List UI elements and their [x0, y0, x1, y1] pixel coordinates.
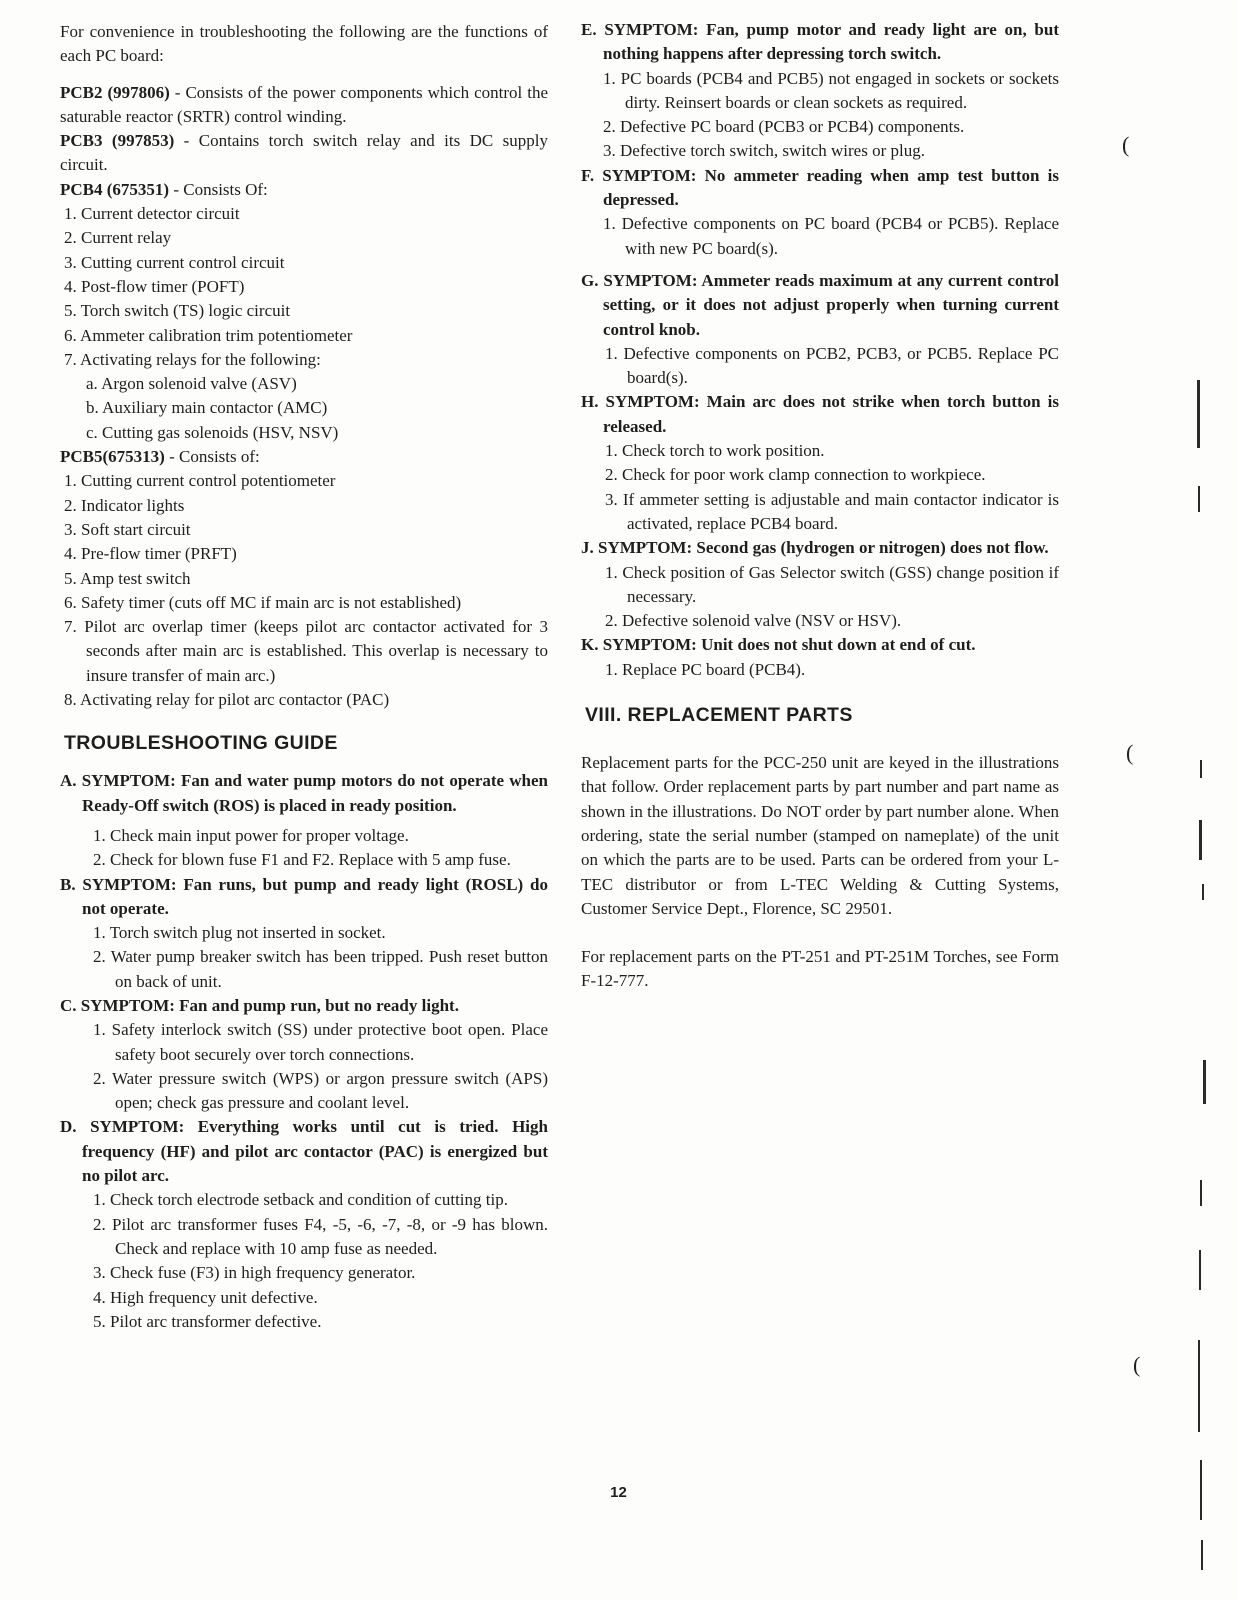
symptom-block [581, 18, 1059, 164]
symptom-block [581, 633, 1059, 682]
pcb3-text: - Contains torch switch relay and its DC supply circuit. [60, 131, 548, 175]
symptom-step: 3. Check fuse (F3) in high frequency generator. [93, 1263, 416, 1283]
margin-mark [1198, 1340, 1200, 1432]
symptom-step: 1. Check torch electrode setback and condition of cutting tip. [93, 1190, 508, 1210]
symptom-step: 1. Check main input power for proper voltage. [93, 825, 409, 845]
pcb5-heading [60, 445, 548, 469]
margin-mark [1198, 486, 1200, 512]
left-column [60, 20, 548, 1334]
list-item: 1. Current detector circuit [64, 204, 240, 224]
symptom-title: G. SYMPTOM: Ammeter reads maximum at any current control setting, or it does not adjust properly when turning current control knob. [581, 270, 1059, 339]
symptom-title: H. SYMPTOM: Main arc does not strike when torch button is released. [581, 392, 1059, 436]
list-item: 8. Activating relay for pilot arc contactor (PAC) [64, 690, 390, 710]
symptom-title: B. SYMPTOM: Fan runs, but pump and ready light (ROSL) do not operate. [60, 874, 548, 918]
symptom-title: C. SYMPTOM: Fan and pump run, but no ready light. [60, 995, 459, 1015]
list-item: 3. Cutting current control circuit [64, 252, 285, 272]
list-item: 7. Pilot arc overlap timer (keeps pilot arc contactor activated for 3 seconds after main arc is established. This overlap is necessary to insure transfer of main arc.) [64, 617, 548, 685]
replacement-parts-heading: VIII. REPLACEMENT PARTS [585, 704, 853, 727]
symptom-step: 1. Check torch to work position. [605, 441, 825, 461]
symptom-step: 2. Defective PC board (PCB3 or PCB4) components. [603, 117, 965, 137]
pcb4-list [60, 202, 548, 445]
pcb4-heading [60, 178, 548, 202]
margin-mark: ( [1122, 132, 1130, 157]
symptom-step: 2. Pilot arc transformer fuses F4, -5, -6, -7, -8, or -9 has blown. Check and replace with 10 amp fuse as needed. [93, 1214, 548, 1258]
symptom-step: 3. If ammeter setting is adjustable and main contactor indicator is activated, replace PCB4 board. [605, 489, 1059, 533]
pcb2-label: PCB2 (997806) [60, 82, 170, 102]
symptom-block [60, 769, 548, 872]
list-subitem: a. Argon solenoid valve (ASV) [86, 374, 297, 394]
symptom-step: 2. Defective solenoid valve (NSV or HSV). [605, 611, 902, 631]
pcb5-text: - Consists of: [164, 447, 260, 467]
margin-mark [1199, 1250, 1201, 1290]
symptom-block [581, 390, 1059, 536]
symptom-block [581, 536, 1059, 633]
list-item: 3. Soft start circuit [64, 519, 191, 539]
list-subitem: c. Cutting gas solenoids (HSV, NSV) [86, 422, 339, 442]
list-item: 4. Post-flow timer (POFT) [64, 276, 245, 296]
symptom-step: 1. Safety interlock switch (SS) under protective boot open. Place safety boot securely over torch connections. [93, 1020, 548, 1064]
symptom-title: A. SYMPTOM: Fan and water pump motors do not operate when Ready-Off switch (ROS) is placed in ready position. [60, 771, 548, 815]
pcb3-description [60, 129, 548, 178]
symptom-block [60, 994, 548, 1115]
symptom-step: 4. High frequency unit defective. [93, 1287, 318, 1307]
list-item: 2. Indicator lights [64, 495, 185, 515]
symptom-step: 1. Defective components on PC board (PCB4 or PCB5). Replace with new PC board(s). [603, 214, 1059, 258]
margin-mark [1199, 820, 1202, 860]
pcb3-label: PCB3 (997853) [60, 131, 175, 151]
margin-mark [1203, 1060, 1206, 1104]
list-item: 1. Cutting current control potentiometer [64, 471, 336, 491]
pcb2-text: - Consists of the power components which control the saturable reactor (SRTR) control winding. [60, 82, 548, 126]
margin-mark [1201, 1540, 1203, 1570]
intro-text: For convenience in troubleshooting the following are the functions of each PC board: [60, 22, 548, 66]
symptom-step: 2. Check for blown fuse F1 and F2. Replace with 5 amp fuse. [93, 850, 511, 870]
symptom-step: 1. Check position of Gas Selector switch (GSS) change position if necessary. [605, 562, 1059, 606]
list-item: 5. Amp test switch [64, 568, 191, 588]
torch-parts-paragraph: For replacement parts on the PT-251 and PT-251M Torches, see Form F-12-777. [581, 947, 1059, 991]
margin-mark: ( [1133, 1352, 1141, 1377]
margin-mark: ( [1126, 740, 1134, 765]
symptom-step: 2. Check for poor work clamp connection to workpiece. [605, 465, 986, 485]
replacement-paragraph: Replacement parts for the PCC-250 unit are keyed in the illustrations that follow. Order replacement parts by part number and part name as shown in the illustrations. Do NOT order by part number alone. When ordering, state the serial number (stamped on nameplate) of the unit on which the parts are to be used. Parts can be ordered from your L-TEC distributor or from L-TEC Welding & Cutting Systems, Customer Service Dept., Florence, SC 29501. [581, 753, 1059, 918]
symptom-step: 2. Water pump breaker switch has been tripped. Push reset button on back of unit. [93, 947, 548, 991]
margin-mark [1200, 760, 1202, 778]
symptom-step: 3. Defective torch switch, switch wires or plug. [603, 141, 925, 161]
right-column [581, 18, 1059, 994]
symptom-title: K. SYMPTOM: Unit does not shut down at end of cut. [581, 635, 976, 655]
symptom-block [581, 164, 1059, 261]
symptom-step: 1. Replace PC board (PCB4). [605, 659, 806, 679]
pcb5-list [60, 469, 548, 712]
list-item: 6. Safety timer (cuts off MC if main arc is not established) [64, 592, 462, 612]
margin-mark [1202, 884, 1204, 900]
symptom-step: 5. Pilot arc transformer defective. [93, 1311, 322, 1331]
list-subitem: b. Auxiliary main contactor (AMC) [86, 398, 328, 418]
list-item: 6. Ammeter calibration trim potentiometer [64, 325, 353, 345]
symptom-step: 2. Water pressure switch (WPS) or argon pressure switch (APS) open; check gas pressure and coolant level. [93, 1068, 548, 1113]
symptom-step: 1. Defective components on PCB2, PCB3, or PCB5. Replace PC board(s). [605, 343, 1059, 388]
pcb4-text: - Consists Of: [169, 179, 268, 199]
pcb4-label: PCB4 (675351) [60, 179, 170, 199]
symptom-step: 1. PC boards (PCB4 and PCB5) not engaged in sockets or sockets dirty. Reinsert boards or clean sockets as required. [603, 68, 1059, 112]
symptom-block [60, 1115, 548, 1334]
list-item: 7. Activating relays for the following: [64, 349, 321, 369]
pcb5-label: PCB5(675313) [60, 447, 165, 467]
symptom-step: 1. Torch switch plug not inserted in socket. [93, 923, 386, 943]
list-item: 4. Pre-flow timer (PRFT) [64, 544, 237, 564]
symptom-title: E. SYMPTOM: Fan, pump motor and ready light are on, but nothing happens after depressing torch switch. [581, 20, 1059, 64]
page-number: 12 [610, 1484, 627, 1501]
margin-mark [1200, 1180, 1202, 1206]
symptom-block [60, 873, 548, 994]
pcb2-description [60, 81, 548, 130]
list-item: 5. Torch switch (TS) logic circuit [64, 301, 291, 321]
margin-mark [1197, 380, 1200, 448]
symptom-block [581, 269, 1059, 390]
troubleshooting-heading: TROUBLESHOOTING GUIDE [64, 732, 338, 755]
symptom-title: J. SYMPTOM: Second gas (hydrogen or nitrogen) does not flow. [581, 538, 1049, 558]
list-item: 2. Current relay [64, 228, 172, 248]
symptom-title: F. SYMPTOM: No ammeter reading when amp test button is depressed. [581, 165, 1059, 210]
symptom-title: D. SYMPTOM: Everything works until cut is tried. High frequency (HF) and pilot arc contactor (PAC) is energized but no pilot arc. [60, 1117, 548, 1186]
margin-mark [1200, 1460, 1202, 1520]
